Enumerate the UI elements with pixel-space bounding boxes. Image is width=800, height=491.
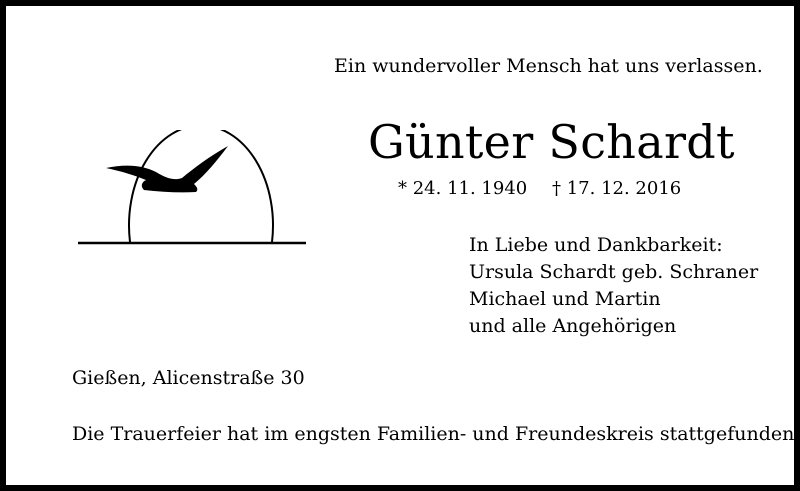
mourners-line: und alle Angehörigen bbox=[469, 315, 677, 337]
address: Gießen, Alicenstraße 30 bbox=[72, 367, 305, 389]
mourners-line: Ursula Schardt geb. Schraner bbox=[469, 261, 759, 283]
funeral-notice: Die Trauerfeier hat im engsten Familien- und Freundeskreis stattgefunden. bbox=[72, 423, 800, 445]
death-date: † 17. 12. 2016 bbox=[552, 178, 682, 199]
seagull-sun-icon bbox=[70, 130, 314, 250]
birth-date: * 24. 11. 1940 bbox=[398, 178, 528, 199]
mourners-line: In Liebe und Dankbarkeit: bbox=[469, 234, 723, 256]
deceased-name: Günter Schardt bbox=[368, 115, 735, 169]
intro-text: Ein wundervoller Mensch hat uns verlassen. bbox=[334, 55, 763, 77]
mourners-list bbox=[469, 232, 758, 340]
mourners-line: Michael und Martin bbox=[469, 288, 661, 310]
